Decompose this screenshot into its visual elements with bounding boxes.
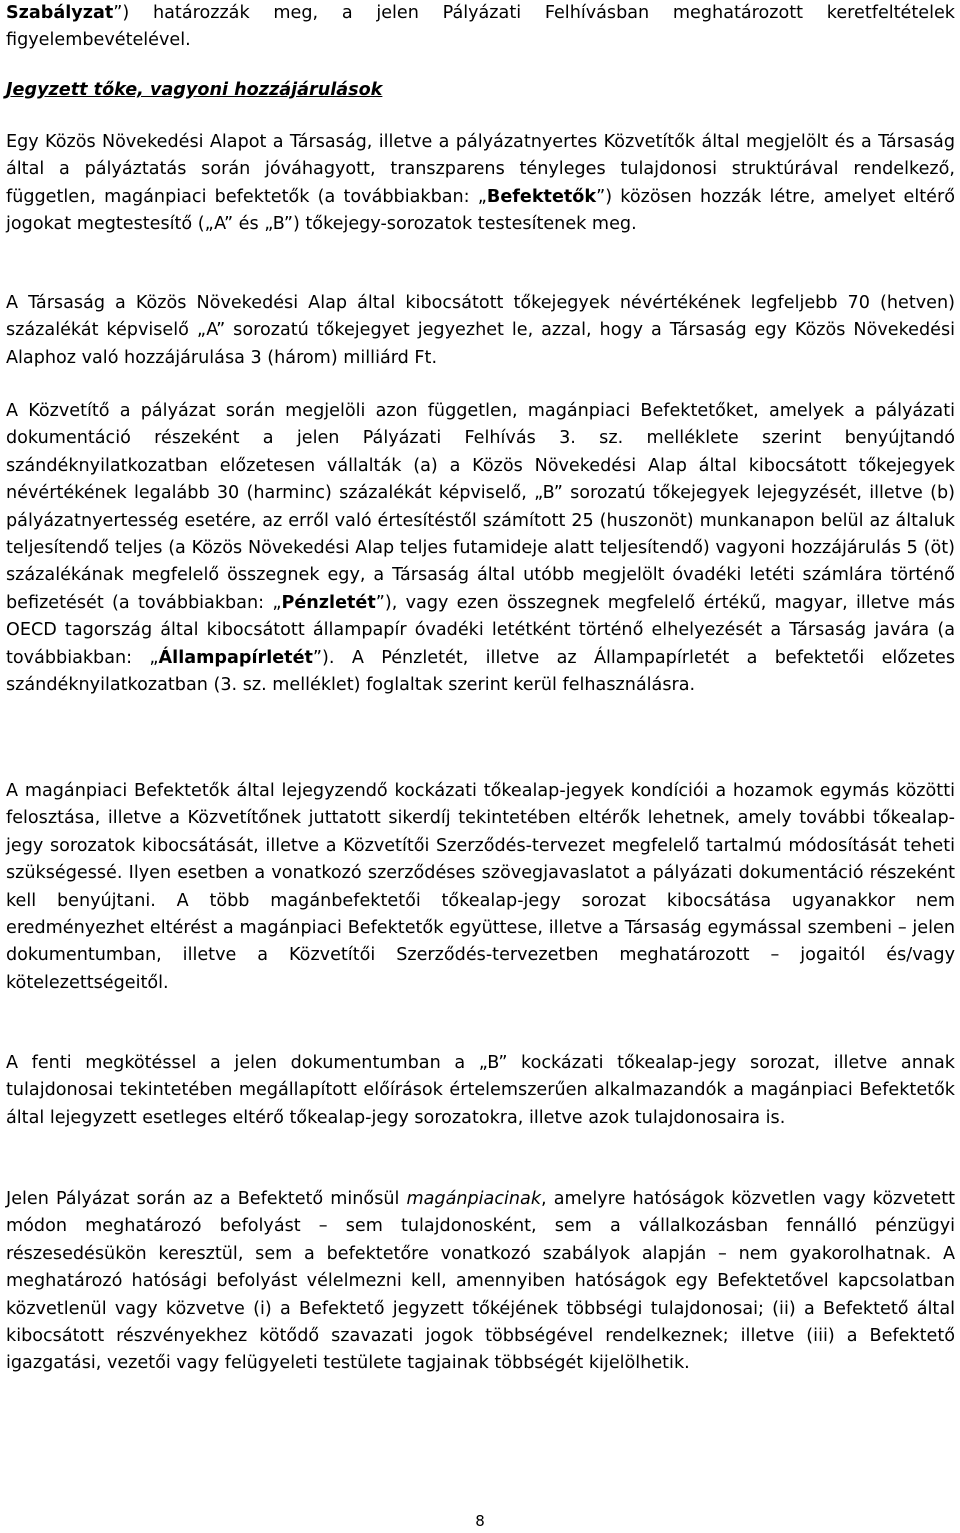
intro-text: ”) határozzák meg, a jelen Pályázati Felhívásban meghatározott keretfeltételek figyelembevételével.	[6, 3, 955, 51]
paragraph-6-text-a: Jelen Pályázat során az a Befektető minősül	[6, 1189, 407, 1209]
paragraph-4: A magánpiaci Befektetők által lejegyzendő kockázati tőkealap-jegyek kondíciói a hozamok egymás közötti felosztása, illetve a Közvetítőnek juttatott sikerdíj tekintetében eltérők lehetnek, amely további tőkealap-jegy sorozatok kibocsátását, illetve a Közvetítői Szerződés-tervezet megfelelő tartalmú módosítását teheti szükségessé. Ilyen esetben a vonatkozó szerződéses szövegjavaslatot a pályázati dokumentáció részeként kell benyújtani. A több magánbefektetői tőkealap-jegy sorozat kibocsátása ugyanakkor nem eredményezhet eltérést a magánpiaci Befektetők együttese, illetve a Társaság egymással szembeni – jelen dokumentumban, illetve a Közvetítői Szerződés-tervezetben meghatározott – jogaitól és/vagy kötelezettségeitől.	[6, 781, 955, 993]
paragraph-3-text-e: ”). A Pénzletét, illetve az Állampapírletét a befektetői előzetes szándéknyilatkozatban (3. sz. melléklet) foglaltak szerint kerül felhasználásra.	[6, 647, 955, 696]
paragraph-1	[6, 129, 955, 239]
term-penzletet: Pénzletét	[281, 592, 376, 613]
paragraph-3	[6, 398, 955, 699]
paragraph-1-text-c: ”) közösen hozzák létre, amelyet eltérő jogokat megtestesítő („A” és „B”) tőkejegy-sorozatok testesítenek meg.	[6, 186, 955, 235]
section-heading: Jegyzett tőke, vagyoni hozzájárulások	[6, 80, 383, 100]
intro-paragraph	[6, 0, 955, 55]
paragraph-5: A fenti megkötéssel a jelen dokumentumban a „B” kockázati tőkealap-jegy sorozat, illetve annak tulajdonosai tekintetében megállapított előírások értelemszerűen alkalmazandók a magánpiaci Befektetők által lejegyzett esetleges eltérő tőkealap-jegy sorozatokra, illetve azok tulajdonosaira is.	[6, 1053, 955, 1128]
term-allampapirletet: Állampapírletét	[158, 647, 313, 668]
paragraph-6	[6, 1186, 955, 1378]
paragraph-2: A Társaság a Közös Növekedési Alap által kibocsátott tőkejegyek névértékének legfeljebb 70 (hetven) százalékát képviselő „A” sorozatú tőkejegyet jegyezhet le, azzal, hogy a Társaság egy Közös Növekedési Alaphoz való hozzájárulása 3 (három) milliárd Ft.	[6, 293, 955, 368]
paragraph-3-text-a: A Közvetítő a pályázat során megjelöli azon független, magánpiaci Befektetőket, amelyek a pályázati dokumentáció részeként a jelen Pályázati Felhívás 3. sz. melléklete szerint benyújtandó szándéknyilatkozatban előzetesen vállalták (a) a Közös Növekedési Alap által kibocsátott tőkejegyek névértékének legalább 30 (harminc) százalékát képviselő, „B” sorozatú tőkejegyek lejegyzését, illetve (b) pályázatnyertesség esetére, az erről való értesítéstől számított 25 (huszonöt) munkanapon belül az általuk teljesítendő teljes (a Közös Növekedési Alap teljes futamideje alatt teljesítendő) vagyoni hozzájárulás 5 (öt) százalékának megfelelő összegnek egy, a Társaság által utóbb megjelölt óvadéki letéti számlára történő befizetését (a továbbiakban: „	[6, 401, 955, 613]
term-maganpiacinak: magánpiacinak	[406, 1189, 542, 1209]
paragraph-3-text-c: ”), vagy ezen összegnek megfelelő értékű, magyar, illetve más OECD tagország által kibocsátott állampapír óvadéki letétként történő elhelyezését a Társaság javára (a továbbiakban: „	[6, 592, 955, 668]
paragraph-6-text-c: , amelyre hatóságok közvetlen vagy közvetett módon meghatározó befolyást – sem tulajdonosként, sem a vállalkozásban fennálló pénzügyi részesedésükön keresztül, sem a befektetőre vonatkozó szabályok alapján – nem gyakorolhatnak. A meghatározó hatósági befolyást vélelmezni kell, amennyiben hatóságok egy Befektetővel kapcsolatban közvetlenül vagy közvetve (i) a Befektető jegyzett tőkéjének többségi tulajdonosai; (ii) a Befektető által kibocsátott részvényekhez kötődő szavazati jogok többségével rendelkeznek; illetve (iii) a Befektető igazgatási, vezetői vagy felügyeleti testülete tagjainak többségét kijelölhetik.	[6, 1189, 955, 1374]
paragraph-1-text-a: Egy Közös Növekedési Alapot a Társaság, illetve a pályázatnyertes Közvetítők által megjelölt és a Társaság által a pályáztatás során jóváhagyott, transzparens tényleges tulajdonosi struktúrával rendelkező, független, magánpiaci befektetők (a továbbiakban: „	[6, 132, 955, 207]
page-number: 8	[475, 1512, 485, 1530]
intro-bold-term: Szabályzat	[6, 3, 114, 23]
term-befektetok: Befektetők	[486, 186, 597, 207]
